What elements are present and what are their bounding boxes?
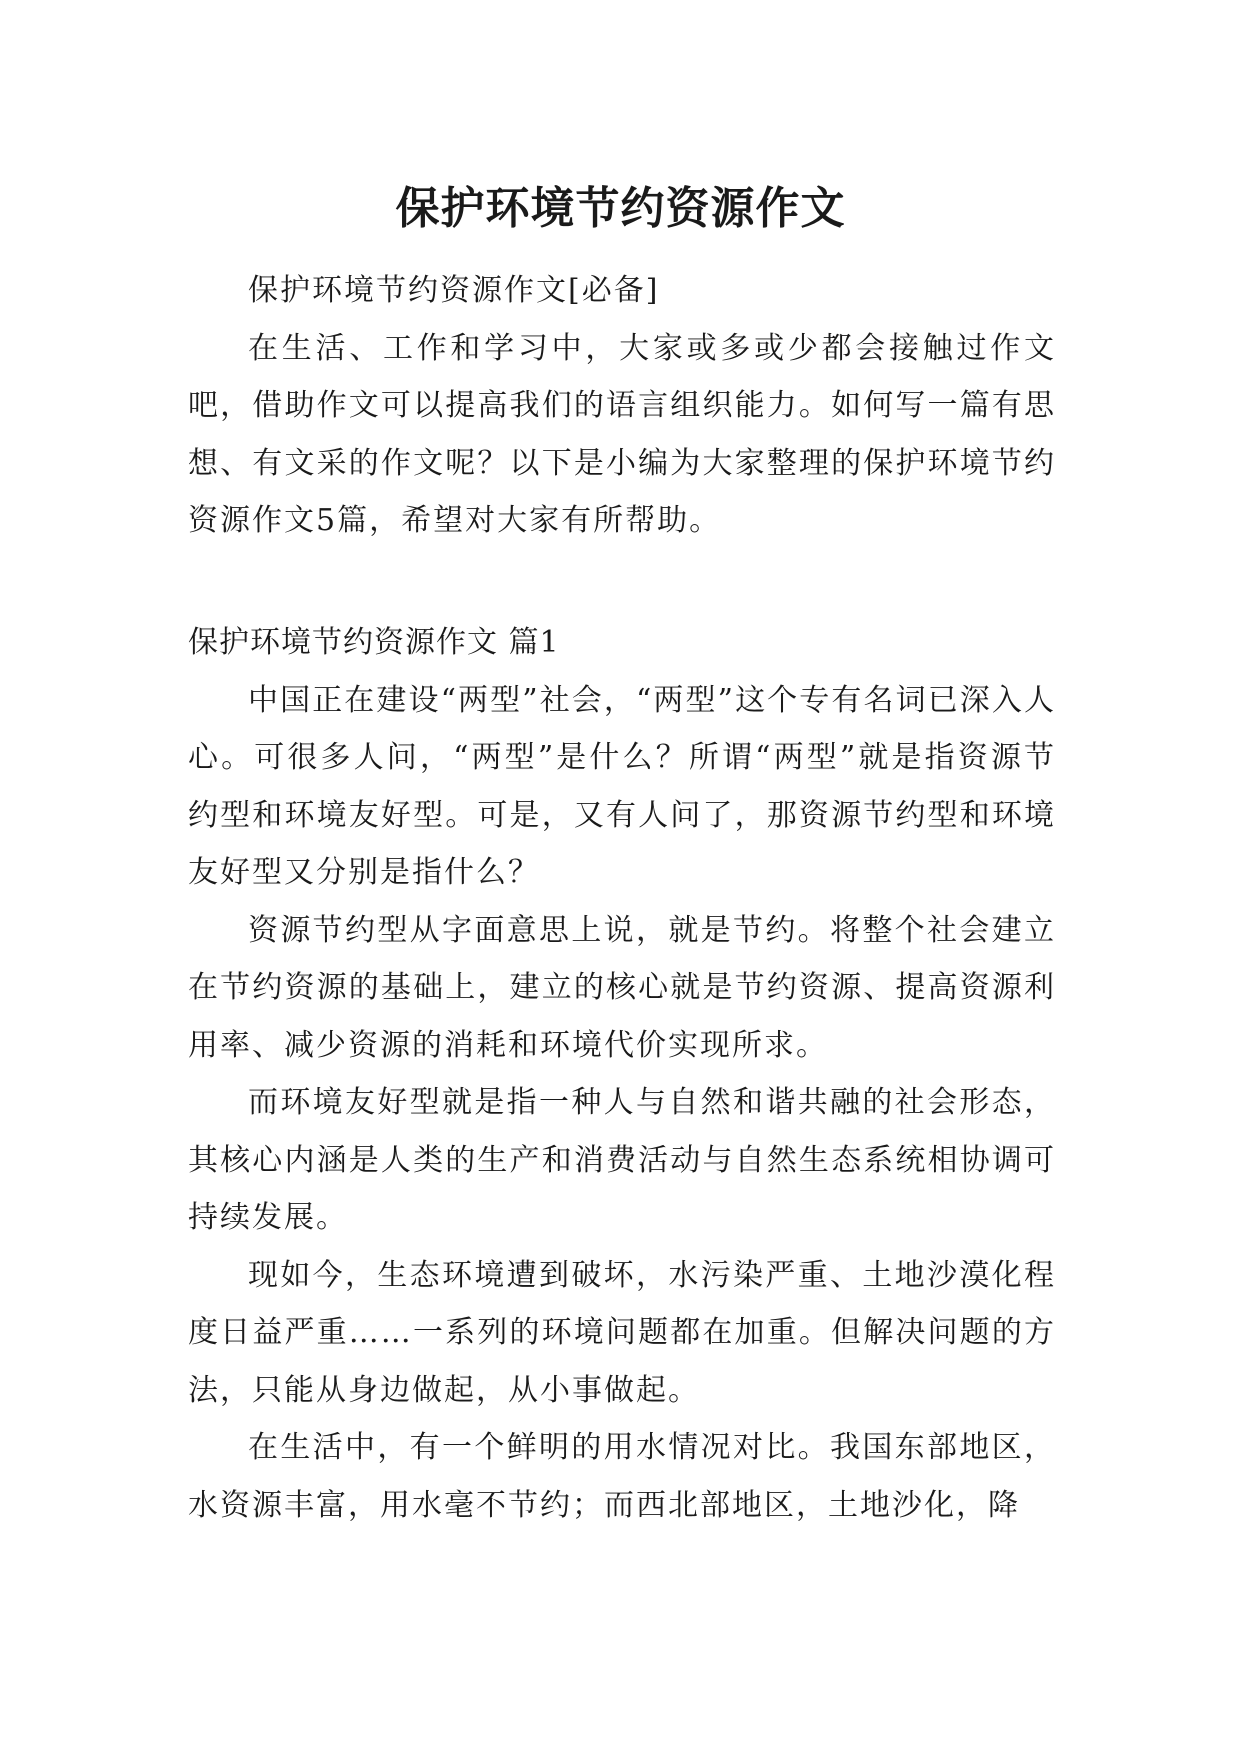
- article-paragraph: 资源节约型从字面意思上说，就是节约。将整个社会建立在节约资源的基础上，建立的核心就是节约资源、提高资源利用率、减少资源的消耗和环境代价实现所求。: [188, 912, 1056, 1063]
- intro-subtitle: 保护环境节约资源作文[必备]: [248, 273, 660, 308]
- article-paragraph: 在生活中，有一个鲜明的用水情况对比。我国东部地区，水资源丰富，用水毫不节约；而西北部地区，土地沙化，降: [188, 1430, 1056, 1523]
- article-paragraph: 中国正在建设“两型”社会，“两型”这个专有名词已深入人心。可很多人问，“两型”是什么？所谓“两型”就是指资源节约型和环境友好型。可是，又有人问了，那资源节约型和环境友好型又分别是指什么？: [188, 682, 1056, 890]
- intro-section: [188, 262, 1056, 550]
- article-section: [188, 614, 1056, 1534]
- intro-paragraph: 在生活、工作和学习中，大家或多或少都会接触过作文吧，借助作文可以提高我们的语言组织能力。如何写一篇有思想、有文采的作文呢？以下是小编为大家整理的保护环境节约资源作文5篇，希望对大家有所帮助。: [188, 330, 1056, 538]
- document-title: 保护环境节约资源作文: [395, 183, 846, 235]
- article-heading: 保护环境节约资源作文 篇1: [188, 625, 560, 660]
- article-paragraph: 现如今，生态环境遭到破坏，水污染严重、土地沙漠化程度日益严重……一系列的环境问题都在加重。但解决问题的方法，只能从身边做起，从小事做起。: [188, 1257, 1056, 1408]
- article-paragraph: 而环境友好型就是指一种人与自然和谐共融的社会形态，其核心内涵是人类的生产和消费活动与自然生态系统相协调可持续发展。: [188, 1085, 1056, 1235]
